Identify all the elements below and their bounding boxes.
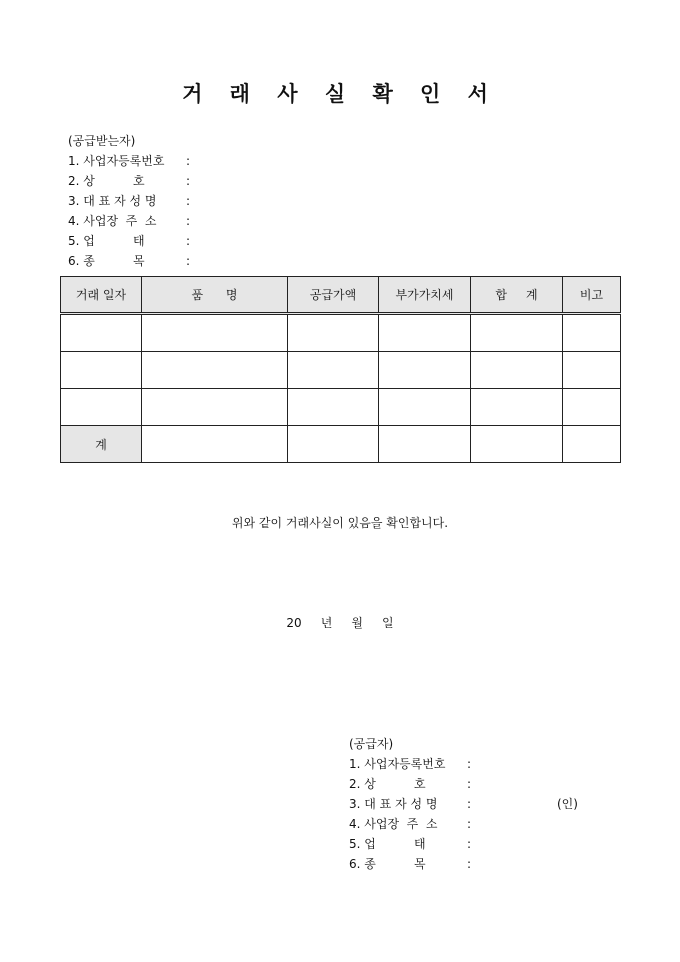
field-label: 4. 사업장 주 소	[68, 214, 157, 228]
field-separator: :	[467, 837, 472, 851]
table-cell[interactable]	[142, 389, 288, 426]
table-cell[interactable]	[142, 352, 288, 389]
supplier-field	[349, 834, 471, 854]
recipient-field	[68, 231, 190, 251]
table-cell[interactable]	[471, 352, 563, 389]
table-cell[interactable]	[379, 389, 471, 426]
field-separator: :	[186, 154, 191, 168]
table-cell[interactable]	[288, 352, 379, 389]
field-separator: :	[467, 857, 472, 871]
date-line: 20 년 월 일	[286, 616, 394, 630]
table-cell[interactable]	[471, 389, 563, 426]
recipient-field	[68, 211, 190, 231]
supplier-field	[349, 794, 471, 814]
table-cell[interactable]	[288, 389, 379, 426]
field-label: 2. 상 호	[68, 174, 145, 188]
header-date: 거래 일자	[61, 277, 142, 314]
recipient-heading: (공급받는자)	[68, 134, 136, 148]
seal-mark: (인)	[557, 797, 578, 811]
field-separator: :	[186, 254, 191, 268]
field-label: 6. 종 목	[349, 857, 426, 871]
field-label: 5. 업 태	[349, 837, 426, 851]
header-remarks: 비고	[563, 277, 621, 314]
recipient-field	[68, 251, 190, 271]
table-cell[interactable]	[61, 314, 142, 352]
field-separator: :	[186, 174, 191, 188]
total-label: 계	[61, 426, 142, 463]
supplier-field	[349, 854, 471, 874]
field-separator: :	[467, 777, 472, 791]
recipient-field	[68, 171, 190, 191]
table-cell[interactable]	[379, 352, 471, 389]
field-separator: :	[467, 757, 472, 771]
field-separator: :	[467, 797, 472, 811]
field-label: 3. 대 표 자 성 명	[349, 797, 438, 811]
table-row	[61, 352, 621, 389]
supplier-info	[349, 734, 471, 874]
table-cell[interactable]	[563, 352, 621, 389]
recipient-field	[68, 191, 190, 211]
table-cell[interactable]	[379, 426, 471, 463]
table-cell[interactable]	[471, 426, 563, 463]
header-vat: 부가가치세	[379, 277, 471, 314]
field-separator: :	[186, 194, 191, 208]
table-cell[interactable]	[288, 314, 379, 352]
table-total-row	[61, 426, 621, 463]
supplier-field	[349, 754, 471, 774]
header-supply-amount: 공급가액	[288, 277, 379, 314]
transaction-table	[60, 276, 621, 463]
table-row	[61, 314, 621, 352]
field-label: 1. 사업자등록번호	[68, 154, 165, 168]
table-cell[interactable]	[563, 389, 621, 426]
document-title: 거 래 사 실 확 인 서	[182, 81, 498, 106]
field-label: 3. 대 표 자 성 명	[68, 194, 157, 208]
table-header-row	[61, 277, 621, 314]
supplier-heading: (공급자)	[349, 737, 394, 751]
table-cell[interactable]	[61, 389, 142, 426]
field-label: 1. 사업자등록번호	[349, 757, 446, 771]
field-label: 2. 상 호	[349, 777, 426, 791]
table-cell[interactable]	[379, 314, 471, 352]
supplier-field	[349, 774, 471, 794]
field-label: 5. 업 태	[68, 234, 145, 248]
supplier-field	[349, 814, 471, 834]
table-cell[interactable]	[61, 352, 142, 389]
field-separator: :	[186, 234, 191, 248]
table-cell[interactable]	[142, 426, 288, 463]
table-row	[61, 389, 621, 426]
recipient-info	[68, 131, 190, 271]
field-label: 4. 사업장 주 소	[349, 817, 438, 831]
table-cell[interactable]	[563, 426, 621, 463]
table-cell[interactable]	[471, 314, 563, 352]
confirmation-statement: 위와 같이 거래사실이 있음을 확인합니다.	[231, 516, 449, 530]
header-sum: 합 계	[471, 277, 563, 314]
field-label: 6. 종 목	[68, 254, 145, 268]
recipient-field	[68, 151, 190, 171]
field-separator: :	[186, 214, 191, 228]
table-cell[interactable]	[563, 314, 621, 352]
table-cell[interactable]	[142, 314, 288, 352]
table-cell[interactable]	[288, 426, 379, 463]
field-separator: :	[467, 817, 472, 831]
header-item: 품 명	[142, 277, 288, 314]
